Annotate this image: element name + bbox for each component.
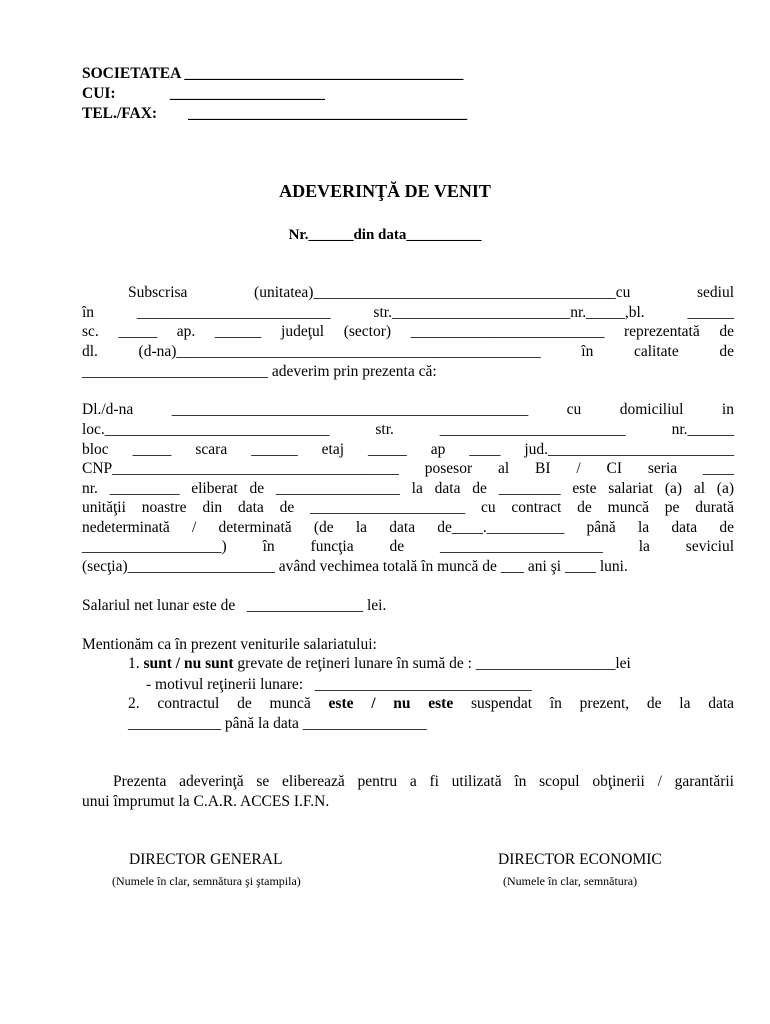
- mention-intro: Mentionăm ca în prezent veniturile salariatului:: [82, 636, 377, 653]
- salary-line: Salariul net lunar este de _______________ lei.: [82, 597, 387, 614]
- paragraph-1-line-1: Subscrisa (unitatea)_______________________________________cu sediul: [128, 284, 734, 301]
- mention-item-1-text: grevate de reţineri lunare în sumă de : __________________lei: [233, 655, 631, 672]
- paragraph-2-line-6: unităţii noastre din data de ____________________ cu contract de muncă pe durată: [82, 499, 734, 516]
- paragraph-1-line-5: ________________________ adeverim prin prezenta că:: [82, 363, 437, 380]
- director-economic-title: DIRECTOR ECONOMIC: [498, 851, 662, 868]
- paragraph-2-line-9: (secţia)___________________ având vechimea totală în muncă de ___ ani şi ____ luni.: [82, 558, 628, 575]
- paragraph-1-line-2: în _________________________ str._______________________nr._____,bl. ______: [82, 304, 734, 321]
- paragraph-1-line-3: sc. _____ ap. ______ judeţul (sector) _________________________ reprezentată de: [82, 323, 734, 340]
- director-general-note: (Numele în clar, semnătura şi ştampila): [112, 874, 301, 888]
- mention-item-1-number: 1.: [128, 655, 144, 672]
- mention-item-2-dates: ____________ până la data ________________: [128, 715, 427, 732]
- mention-item-1: [128, 654, 734, 674]
- mention-item-1-choice: sunt / nu sunt: [143, 655, 234, 672]
- closing-line-2: unui împrumut la C.A.R. ACCES I.F.N.: [82, 793, 330, 810]
- paragraph-2-line-8: __________________) în funcţia de _____________________ la seviciul: [82, 538, 734, 555]
- document-title: ADEVERINŢĂ DE VENIT: [279, 181, 491, 201]
- company-field: SOCIETATEA ____________________________________: [82, 65, 464, 82]
- mention-item-2-choice: este / nu este: [328, 695, 454, 712]
- director-general-title: DIRECTOR GENERAL: [129, 851, 283, 868]
- cui-field: CUI: ____________________: [82, 85, 325, 102]
- mention-item-2: [128, 694, 734, 714]
- paragraph-2-line-5: nr. _________ eliberat de ________________ la data de ________ este salariat (a) al (a): [82, 480, 734, 497]
- paragraph-2-line-3: bloc _____ scara ______ etaj _____ ap ____ jud.________________________: [82, 441, 734, 458]
- number-date-line: Nr.______din data__________: [288, 227, 482, 243]
- paragraph-2-line-4: CNP_____________________________________ posesor al BI / CI seria ____: [82, 460, 734, 477]
- closing-line-1: Prezenta adeverinţă se eliberează pentru a fi utilizată în scopul obţinerii / garantării: [113, 773, 734, 790]
- paragraph-2-line-2: loc._____________________________ str. ________________________ nr.______: [82, 421, 734, 438]
- mention-item-1-reason: - motivul reţinerii lunare: ____________________________: [146, 676, 532, 693]
- mention-item-2-text-end: suspendat în prezent, de la data: [453, 695, 735, 712]
- director-economic-note: (Numele în clar, semnătura): [503, 874, 638, 888]
- tel-fax-field: TEL./FAX: ____________________________________: [82, 105, 468, 122]
- mention-item-2-text-start: 2. contractul de muncă: [128, 695, 329, 712]
- paragraph-1-line-4: dl. (d-na)_______________________________________________ în calitate de: [82, 343, 734, 360]
- paragraph-2-line-7: nedeterminată / determinată (de la data de____.__________ până la data de: [82, 519, 734, 536]
- paragraph-2-line-1: Dl./d-na ______________________________________________ cu domiciliul in: [82, 401, 734, 418]
